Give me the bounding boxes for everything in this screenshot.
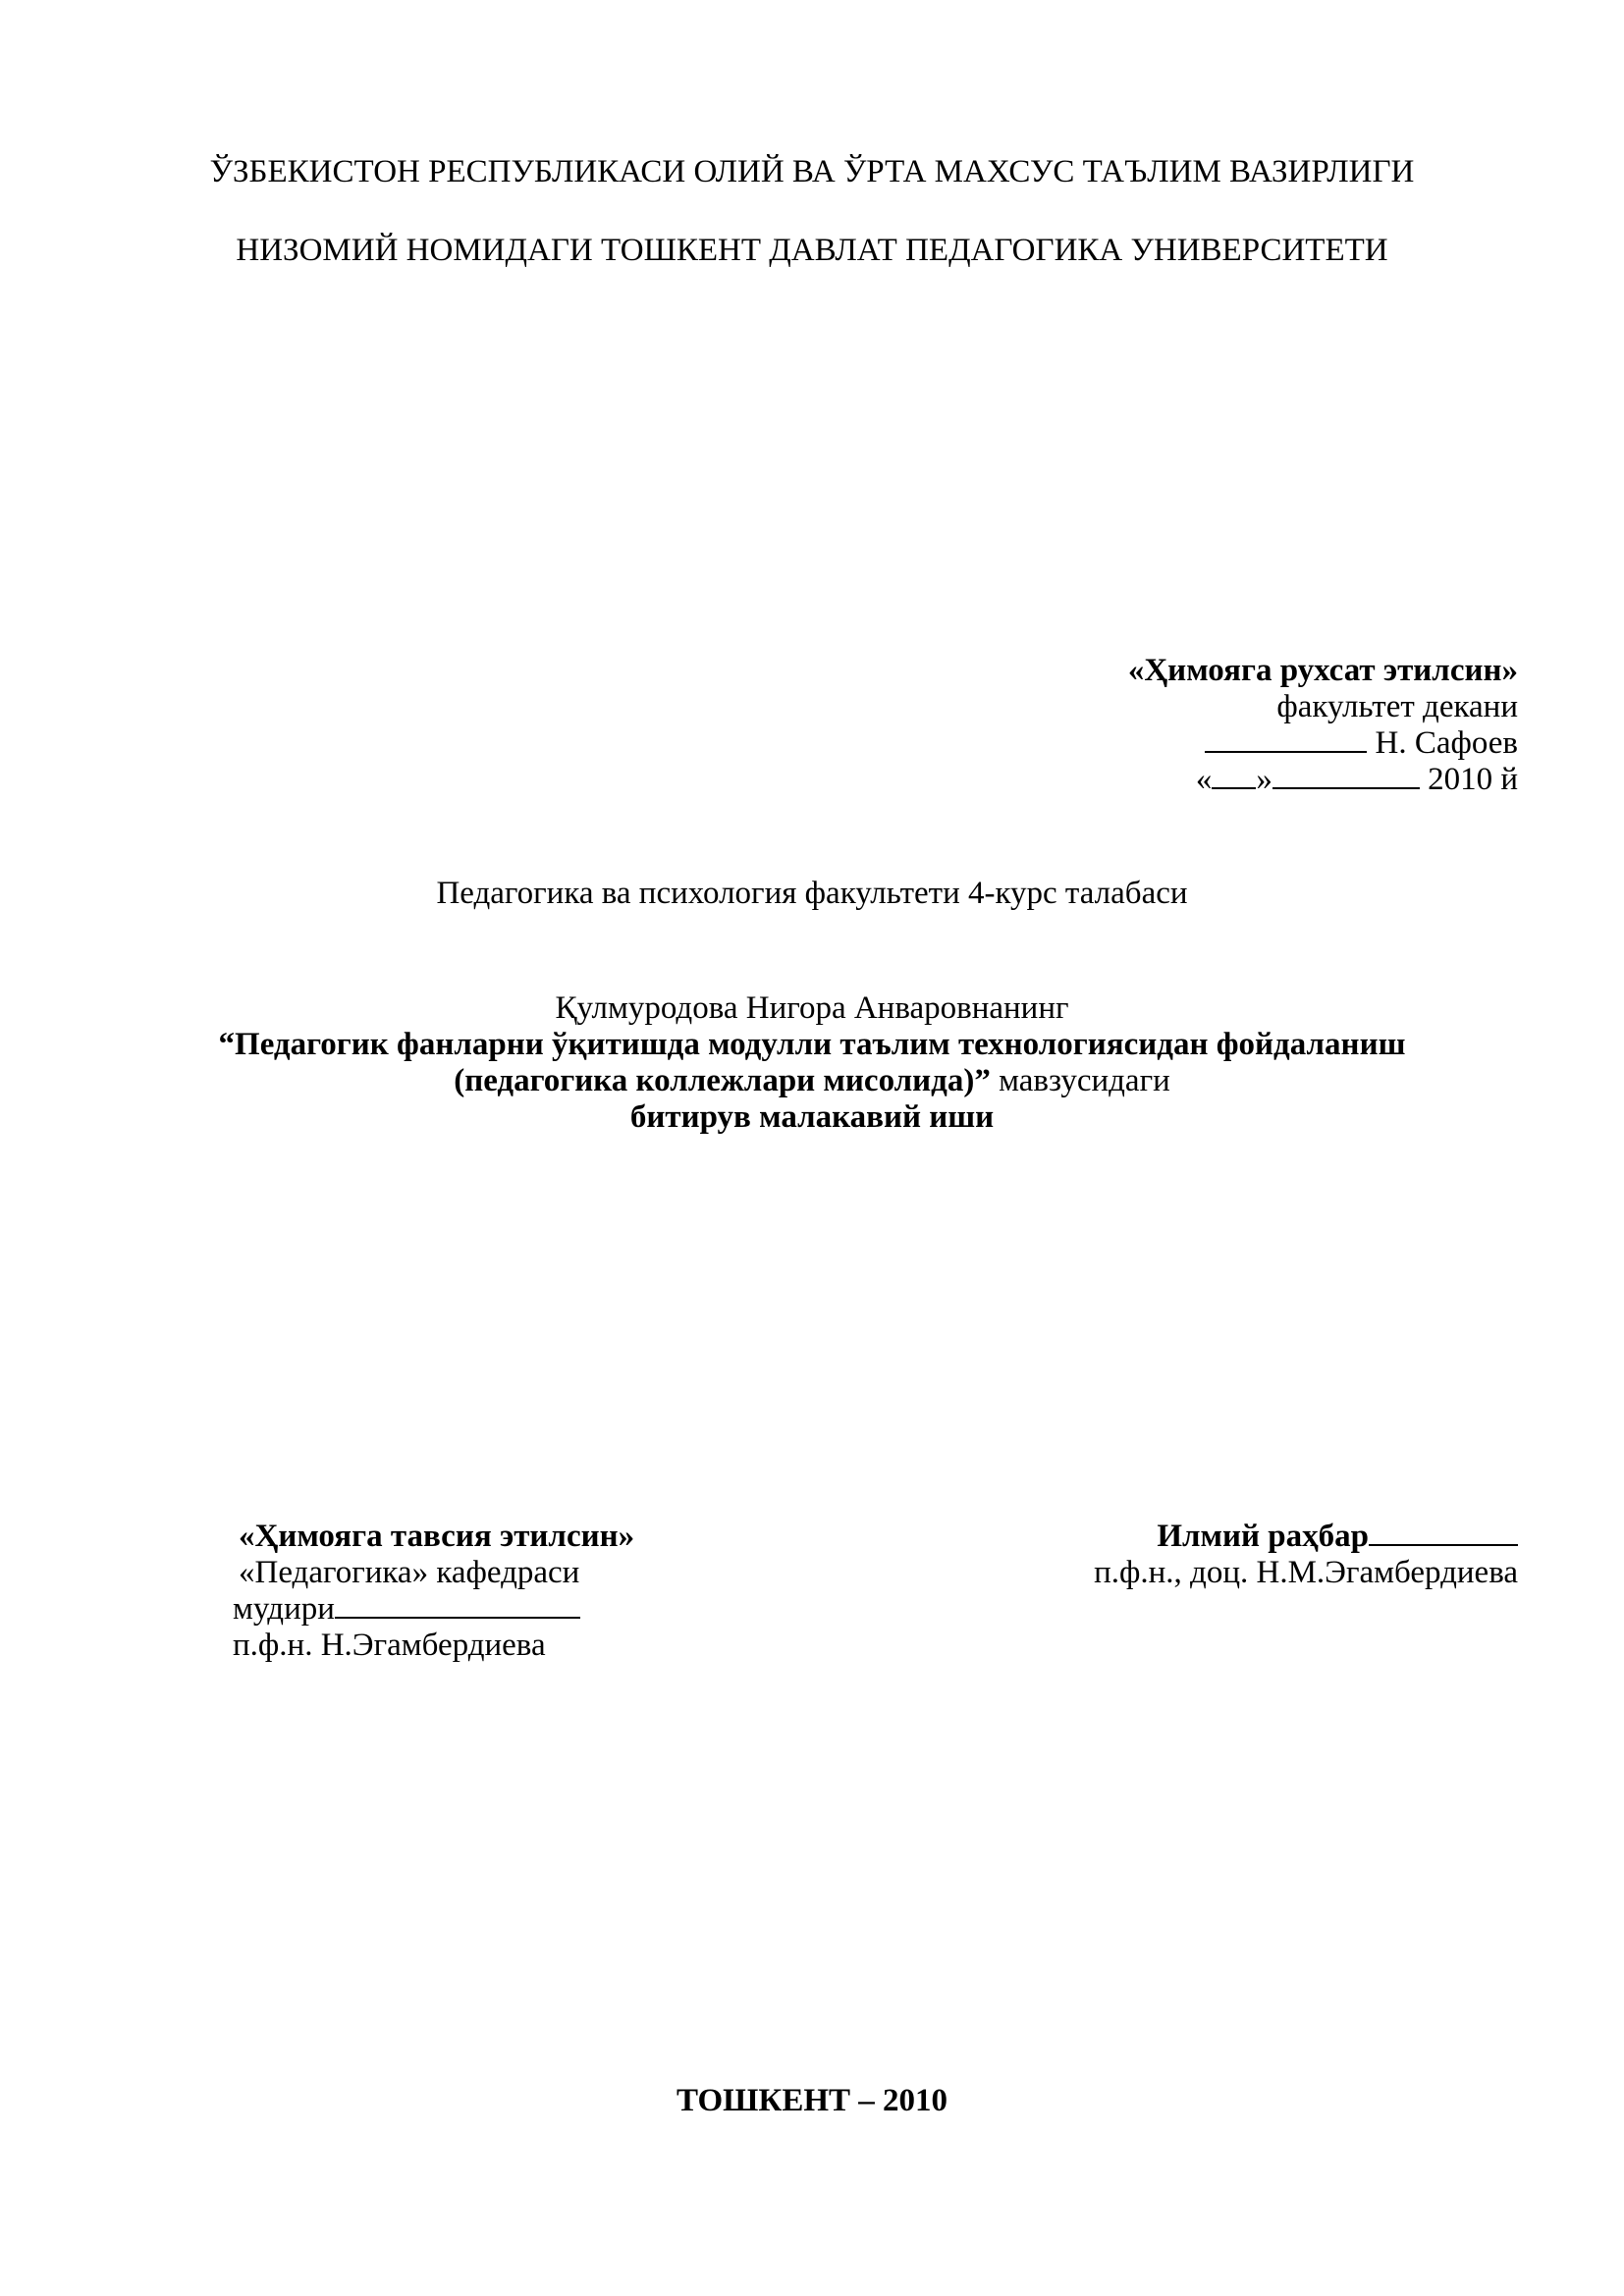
recommend-title: «Ҳимояга тавсия этилсин» <box>239 1519 635 1554</box>
topic-line-2-rest: мавзусидаги <box>990 1063 1170 1098</box>
approval-date-line <box>1196 762 1518 797</box>
recommend-person: п.ф.н. Н.Эгамбердиева <box>233 1628 546 1663</box>
approval-signature-line <box>1205 725 1518 761</box>
university-heading: НИЗОМИЙ НОМИДАГИ ТОШКЕНТ ДАВЛАТ ПЕДАГОГИКА УНИВЕРСИТЕТИ <box>236 233 1388 268</box>
date-open-quote: « <box>1195 762 1213 797</box>
approval-year: 2010 й <box>1428 762 1518 797</box>
recommend-head: мудири <box>233 1591 335 1627</box>
supervisor-signature-blank <box>1369 1519 1518 1546</box>
approval-title: «Ҳимояга рухсат этилсин» <box>1127 653 1518 688</box>
student-name-line: Қулмуродова Нигора Анваровнанинг <box>555 990 1069 1026</box>
recommend-department: «Педагогика» кафедраси <box>239 1555 580 1590</box>
topic-line-2 <box>0 1063 1624 1098</box>
month-blank <box>1272 762 1420 789</box>
date-close-quote: » <box>1256 762 1272 797</box>
student-faculty-line: Педагогика ва психология факультети 4-курс талабаси <box>436 876 1188 911</box>
topic-line-2-bold: (педагогика коллежлари мисолида)” <box>454 1063 991 1098</box>
signature-blank <box>1205 725 1367 753</box>
recommend-head-line <box>233 1591 580 1627</box>
supervisor-title-line <box>1157 1519 1518 1554</box>
approval-role: факультет декани <box>1276 689 1518 724</box>
supervisor-person: п.ф.н., доц. Н.М.Эгамбердиева <box>1094 1555 1518 1590</box>
work-type: битирув малакавий иши <box>629 1099 995 1135</box>
topic-line-1: “Педагогик фанларни ўқитишда модулли таълим технологиясидан фойдаланиш <box>218 1027 1406 1062</box>
supervisor-title: Илмий раҳбар <box>1157 1519 1369 1554</box>
head-signature-blank <box>335 1591 580 1619</box>
ministry-heading: ЎЗБЕКИСТОН РЕСПУБЛИКАСИ ОЛИЙ ВА ЎРТА МАХСУС ТАЪЛИМ ВАЗИРЛИГИ <box>209 154 1415 189</box>
approval-name: Н. Сафоев <box>1375 725 1518 761</box>
footer-city-year: ТОШКЕНТ – 2010 <box>676 2083 948 2118</box>
day-blank <box>1212 762 1256 789</box>
